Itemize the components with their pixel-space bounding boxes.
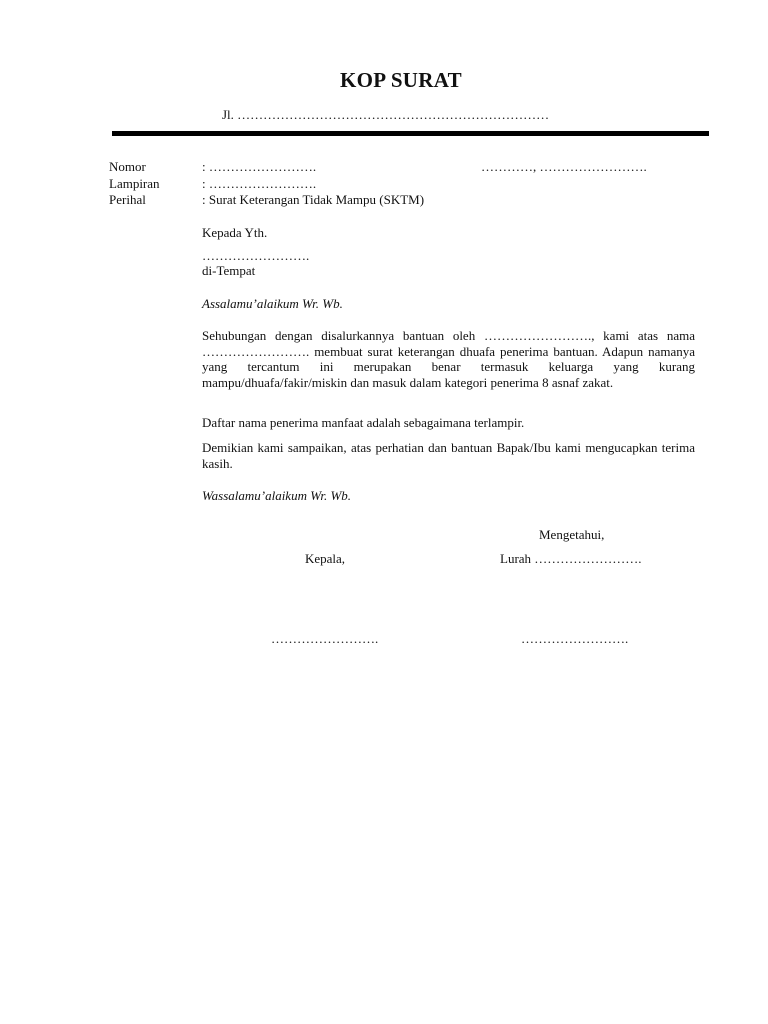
kepala-label: Kepala, <box>305 551 346 566</box>
letterhead-address: Jl. ……………………………………………………………… <box>222 107 550 122</box>
nomor-label: Nomor <box>109 159 146 174</box>
lampiran-value: : ……………………. <box>202 176 317 191</box>
mengetahui-label: Mengetahui, <box>539 527 605 542</box>
perihal-label: Perihal <box>109 192 146 207</box>
letterhead-divider <box>112 131 709 136</box>
opening-greeting: Assalamu’alaikum Wr. Wb. <box>202 296 343 311</box>
lampiran-label: Lampiran <box>109 176 160 191</box>
lurah-label: Lurah ……………………. <box>500 551 642 566</box>
perihal-value: : Surat Keterangan Tidak Mampu (SKTM) <box>202 192 425 207</box>
body-paragraph-2: Daftar nama penerima manfaat adalah sebagaimana terlampir. <box>202 415 525 430</box>
body-paragraph-1: Sehubungan dengan disalurkannya bantuan oleh ……………………., kami atas nama ……………………. membuat surat keterangan dhuafa penerima bantuan. Adapun namanya yang tercantum ini merupakan benar termasuk keluarga yang kurang mampu/dhuafa/fakir/miskin dan masuk dalam kategori penerima 8 asnaf zakat. <box>202 328 695 390</box>
recipient-place: di-Tempat <box>202 263 256 278</box>
kepala-signature-name: ……………………. <box>271 631 379 646</box>
recipient-name: ……………………. <box>202 248 310 263</box>
recipient-salutation: Kepada Yth. <box>202 225 268 240</box>
letterhead-title: KOP SURAT <box>340 68 462 92</box>
closing-greeting: Wassalamu’alaikum Wr. Wb. <box>202 488 352 503</box>
lurah-signature-name: ……………………. <box>521 631 629 646</box>
nomor-value: : ……………………. <box>202 159 317 174</box>
body-paragraph-3: Demikian kami sampaikan, atas perhatian dan bantuan Bapak/Ibu kami mengucapkan terima kasih. <box>202 440 695 471</box>
place-date: …………, ……………………. <box>481 159 647 174</box>
